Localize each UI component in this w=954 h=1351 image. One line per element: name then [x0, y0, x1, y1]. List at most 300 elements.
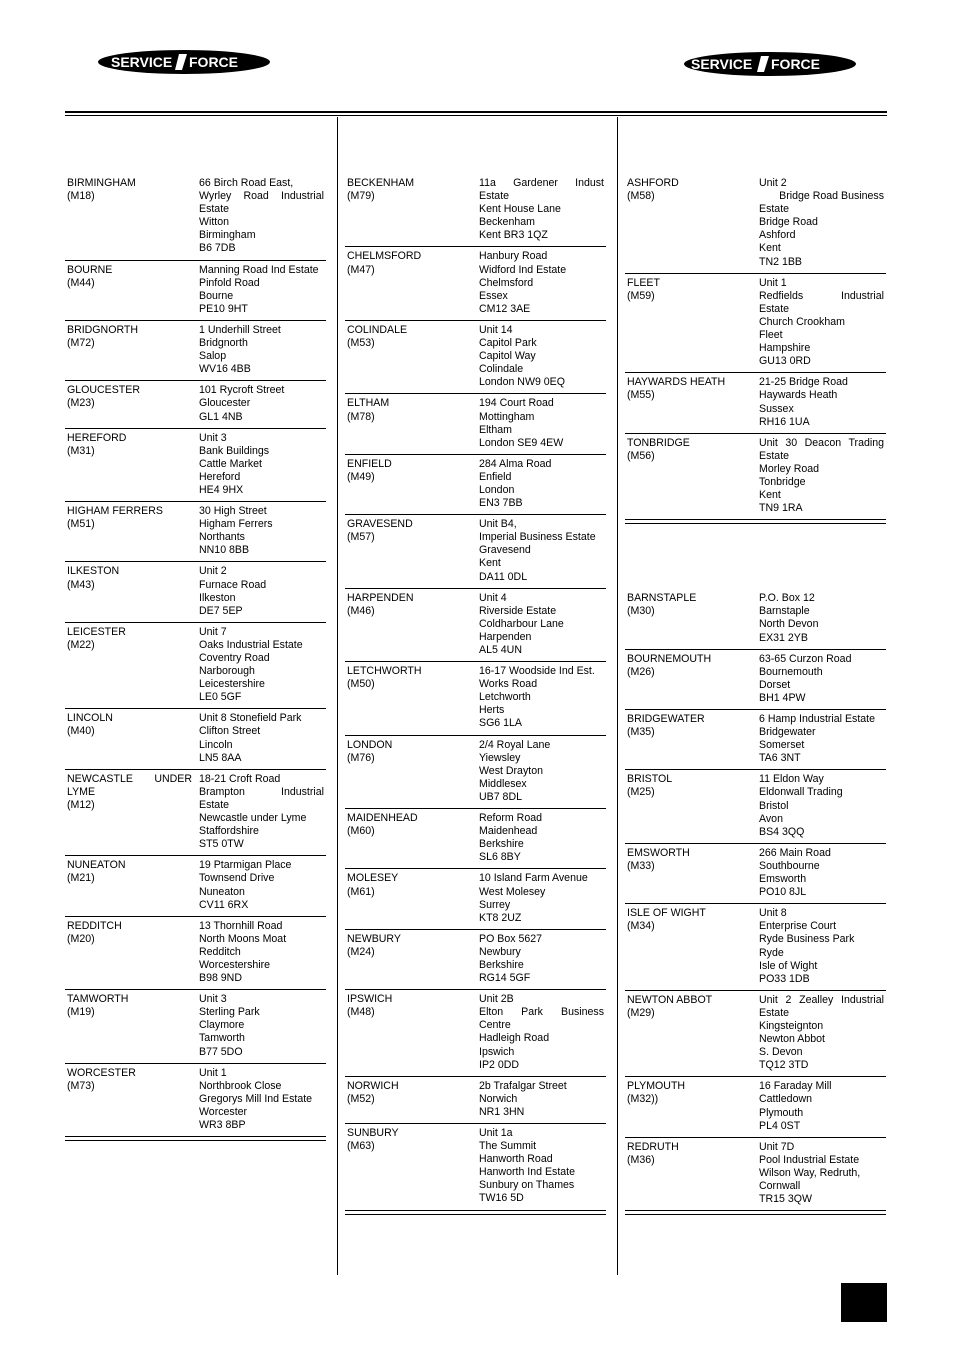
branch-town: HEREFORD: [67, 431, 127, 444]
address-line: Unit 3: [199, 993, 227, 1006]
branch-address: [479, 739, 604, 804]
branch-address: [759, 653, 884, 705]
logo-text-right: FORCE: [771, 56, 820, 72]
page-number-box: [841, 1283, 887, 1322]
address-line: Unit 1a: [479, 1127, 513, 1139]
address-line: Oaks Industrial Estate: [199, 638, 303, 651]
address-entry: [65, 562, 326, 622]
address-line: Gregorys Mill Ind Estate: [199, 1092, 313, 1105]
address-line: SG6 1LA: [479, 717, 522, 730]
column-divider: [337, 117, 338, 1275]
address-line: Cattledown: [759, 1093, 812, 1106]
branch-label: [67, 626, 192, 652]
branch-code: (M53): [347, 337, 375, 350]
address-line: Newton Abbot: [759, 1033, 825, 1046]
address-line: Unit 14: [479, 323, 513, 336]
address-entry: [625, 589, 886, 649]
section-gap: [625, 524, 886, 589]
address-line: London: [479, 483, 515, 496]
address-line: 19 Ptarmigan Place: [199, 859, 292, 872]
address-line: Witton: [199, 216, 230, 229]
branch-address: [199, 565, 324, 617]
address-line: PL4 0ST: [759, 1119, 801, 1132]
branch-code: (M26): [627, 665, 655, 678]
address-line: Gloucester: [199, 397, 251, 410]
address-line: West Molesey: [479, 885, 546, 898]
address-line: Sunbury on Thames: [479, 1179, 575, 1192]
address-line: RH16 1UA: [759, 415, 810, 428]
address-line: 21-25 Bridge Road: [759, 376, 848, 389]
address-entry: [625, 770, 886, 843]
address-line: Narborough: [199, 665, 255, 678]
address-line: LE0 5GF: [199, 691, 242, 704]
branch-code: (M36): [627, 1153, 655, 1166]
branch-town: MAIDENHEAD: [347, 812, 418, 825]
address-line: Mottingham: [479, 410, 535, 423]
branch-label: [347, 993, 472, 1019]
address-line: 11 Eldon Way: [759, 773, 824, 786]
address-line: Yiewsley: [479, 751, 521, 764]
address-line: Unit 30 Deacon Trading: [759, 436, 884, 449]
address-line: P.O. Box 12: [759, 592, 815, 605]
branch-town: LETCHWORTH: [347, 665, 422, 678]
address-line: Worcestershire: [199, 958, 271, 971]
address-line: Kent: [759, 242, 781, 255]
address-entry: [625, 1138, 886, 1211]
branch-address: [479, 592, 604, 657]
address-entry: [65, 623, 326, 710]
branch-code: (M48): [347, 1006, 375, 1019]
address-line: CM12 3AE: [479, 302, 531, 315]
branch-address: [759, 592, 884, 644]
branch-code: (M59): [627, 289, 655, 302]
address-line: Eldonwall Trading: [759, 786, 843, 799]
branch-label: [347, 250, 472, 276]
address-line: Berkshire: [479, 838, 524, 851]
branch-town: LEICESTER: [67, 625, 126, 638]
branch-address: [479, 872, 604, 924]
column-end-rule: [65, 1137, 326, 1141]
branch-address: [199, 859, 324, 911]
address-line: North Devon: [759, 618, 819, 631]
branch-town: BRISTOL: [627, 773, 673, 786]
branch-label: [627, 592, 752, 618]
branch-address: [199, 432, 324, 497]
branch-label: [627, 437, 752, 463]
address-entry: [625, 650, 886, 710]
address-line: Gravesend: [479, 544, 531, 557]
address-line: Hanbury Road: [479, 250, 548, 263]
address-line: Bourne: [199, 289, 234, 302]
address-line: Essex: [479, 289, 508, 302]
address-entry: [625, 844, 886, 904]
address-line: DA11 0DL: [479, 570, 528, 583]
branch-town: REDDITCH: [67, 919, 122, 932]
address-line: Newcastle under Lyme: [199, 812, 307, 825]
address-line: Higham Ferrers: [199, 518, 273, 531]
address-line: Salop: [199, 350, 227, 363]
branch-label: [347, 665, 472, 691]
branch-label: [627, 653, 752, 679]
address-line: Unit 2: [759, 177, 787, 189]
branch-code: (M73): [67, 1079, 95, 1092]
address-entry: [65, 917, 326, 990]
address-column-1: [65, 177, 326, 1141]
address-line: Sterling Park: [199, 1006, 260, 1019]
branch-town: LINCOLN: [67, 712, 113, 725]
branch-address: [479, 324, 604, 389]
address-line: LN5 8AA: [199, 751, 242, 764]
address-line: EN3 7BB: [479, 497, 523, 510]
branch-code: (M52): [347, 1092, 375, 1105]
branch-code: (M56): [627, 449, 655, 462]
address-line: TQ12 3TD: [759, 1059, 809, 1072]
address-line: Sussex: [759, 402, 794, 415]
address-line: CV11 6RX: [199, 898, 249, 911]
branch-label: [627, 177, 752, 203]
address-line: Estate: [759, 203, 790, 216]
branch-label: [627, 773, 752, 799]
address-entry: [625, 274, 886, 374]
address-line: Newbury: [479, 945, 521, 958]
address-line: AL5 4UN: [479, 644, 522, 656]
serviceforce-logo-left: [97, 49, 271, 75]
branch-address: [759, 773, 884, 838]
address-entry: [345, 515, 606, 588]
branch-address: [479, 812, 604, 864]
address-line: 13 Thornhill Road: [199, 919, 283, 932]
column-divider: [617, 117, 618, 1275]
address-line: Herts: [479, 704, 505, 717]
branch-label: [67, 712, 192, 738]
address-line: Letchworth: [479, 691, 531, 704]
address-line: BS4 3QQ: [759, 825, 805, 838]
address-entry: [345, 394, 606, 454]
address-entry: [625, 373, 886, 433]
address-line: 63-65 Curzon Road: [759, 652, 852, 665]
branch-label: [67, 773, 192, 812]
address-line: Unit 8: [759, 907, 787, 920]
address-line: 10 Island Farm Avenue: [479, 872, 588, 885]
branch-code: (M19): [67, 1006, 95, 1019]
branch-address: [759, 713, 884, 765]
branch-town: NORWICH: [347, 1079, 399, 1092]
address-line: Northants: [199, 531, 245, 544]
branch-code: (M79): [347, 190, 375, 203]
address-line: Kent: [479, 557, 501, 570]
address-line: Centre: [479, 1019, 511, 1032]
branch-label: [627, 994, 752, 1020]
address-line: Chelmsford: [479, 276, 534, 289]
branch-code: (M33): [627, 859, 655, 872]
address-line: Ashford: [759, 229, 796, 242]
address-line: KT8 2UZ: [479, 911, 522, 924]
address-line: 30 High Street: [199, 505, 267, 518]
branch-code: (M76): [347, 751, 375, 764]
branch-code: (M35): [627, 726, 655, 739]
branch-town: GLOUCESTER: [67, 384, 140, 397]
address-line: Riverside Estate: [479, 604, 557, 617]
address-line: 18-21 Croft Road: [199, 772, 281, 785]
address-line: Fleet: [759, 329, 783, 342]
address-line: B98 9ND: [199, 972, 242, 985]
address-line: Haywards Heath: [759, 389, 838, 402]
branch-label: [67, 324, 192, 350]
branch-address: [759, 437, 884, 516]
branch-label: [347, 397, 472, 423]
branch-address: [759, 994, 884, 1073]
branch-address: [479, 933, 604, 985]
address-line: WV16 4BB: [199, 363, 251, 376]
branch-town: REDRUTH: [627, 1140, 679, 1153]
branch-label: [67, 264, 192, 290]
address-line: Ryde: [759, 946, 784, 959]
address-entry: [65, 1064, 326, 1137]
serviceforce-logo-right: [683, 51, 857, 77]
branch-label: [347, 177, 472, 203]
address-line: Hanworth Road: [479, 1153, 553, 1166]
address-line: Bank Buildings: [199, 444, 270, 457]
address-line: Widford Ind Estate: [479, 263, 567, 276]
branch-town: BARNSTAPLE: [627, 592, 697, 605]
address-entry: [65, 990, 326, 1063]
address-line: 2/4 Royal Lane: [479, 738, 551, 751]
branch-label: [67, 920, 192, 946]
address-line: Plymouth: [759, 1106, 804, 1119]
branch-code: (M50): [347, 678, 375, 691]
address-line: UB7 8DL: [479, 790, 522, 803]
branch-address: [479, 458, 604, 510]
column-end-rule: [345, 1211, 606, 1215]
address-line: Somerset: [759, 739, 805, 752]
address-line: Clifton Street: [199, 725, 261, 738]
address-line: Dorset: [759, 678, 791, 691]
address-line: 266 Main Road: [759, 846, 831, 859]
branch-label: [67, 432, 192, 458]
address-entry: [65, 321, 326, 381]
address-line: Capitol Park: [479, 337, 537, 350]
address-entry: [625, 904, 886, 991]
address-line: Hereford: [199, 470, 241, 483]
address-entry: [345, 589, 606, 662]
address-line: 16 Faraday Mill: [759, 1080, 832, 1093]
address-entry: [65, 429, 326, 502]
address-line: Cattle Market: [199, 457, 262, 470]
address-line: Surrey: [479, 898, 511, 911]
address-line: The Summit: [479, 1140, 537, 1153]
branch-code: (M32)): [627, 1093, 659, 1106]
address-entry: [345, 321, 606, 394]
branch-code: (M29): [627, 1006, 655, 1019]
address-line: Birmingham: [199, 229, 256, 242]
branch-address: [199, 384, 324, 423]
address-line: Staffordshire: [199, 825, 259, 838]
branch-label: [347, 458, 472, 484]
branch-town: BRIDGEWATER: [627, 713, 705, 725]
branch-code: (M20): [67, 932, 95, 945]
address-entry: [65, 770, 326, 857]
address-line: Estate: [759, 302, 790, 315]
branch-label: [67, 859, 192, 885]
address-line: SL6 8BY: [479, 851, 521, 864]
address-line: Unit 7: [199, 625, 227, 638]
address-line: Isle of Wight: [759, 959, 818, 972]
address-line: London NW9 0EQ: [479, 376, 565, 389]
address-line: Hadleigh Road: [479, 1032, 550, 1045]
branch-code: (M34): [627, 920, 655, 933]
branch-code: (M78): [347, 410, 375, 423]
branch-town: PLYMOUTH: [627, 1080, 686, 1093]
branch-label: [347, 518, 472, 544]
address-line: Ipswich: [479, 1045, 515, 1058]
address-entry: [625, 434, 886, 521]
branch-address: [479, 665, 604, 730]
address-line: S. Devon: [759, 1046, 803, 1059]
address-line: Avon: [759, 812, 783, 825]
address-entry: [345, 809, 606, 869]
header-rule-thin: [65, 115, 887, 116]
address-line: Unit 3: [199, 431, 227, 444]
branch-town: BECKENHAM: [347, 177, 415, 189]
address-line: NN10 8BB: [199, 544, 250, 557]
address-line: Worcester: [199, 1105, 248, 1118]
address-line: Bristol: [759, 799, 789, 812]
branch-label: [67, 565, 192, 591]
branch-town: NEWCASTLE UNDER LYME: [67, 772, 192, 798]
branch-address: [479, 518, 604, 583]
branch-address: [759, 177, 884, 269]
branch-address: [199, 1067, 324, 1132]
address-line: London SE9 4EW: [479, 436, 564, 449]
address-line: BH1 4PW: [759, 691, 806, 704]
address-entry: [625, 710, 886, 770]
address-line: Harpenden: [479, 630, 532, 643]
branch-label: [347, 933, 472, 959]
branch-town: IPSWICH: [347, 993, 393, 1006]
branch-town: ILKESTON: [67, 565, 120, 578]
branch-town: HIGHAM FERRERS: [67, 505, 163, 518]
address-line: Kent: [759, 489, 781, 502]
branch-address: [759, 847, 884, 899]
address-line: Unit 1: [199, 1066, 227, 1079]
branch-label: [347, 324, 472, 350]
branch-town: HAYWARDS HEATH: [627, 376, 726, 389]
branch-code: (M63): [347, 1140, 375, 1153]
address-line: TN2 1BB: [759, 255, 802, 268]
branch-address: [479, 397, 604, 449]
branch-label: [347, 592, 472, 618]
branch-code: (M51): [67, 518, 95, 531]
address-entry: [65, 177, 326, 261]
address-column-2: [345, 177, 606, 1215]
address-line: Wyrley Road Industrial: [199, 190, 324, 203]
address-line: Barnstaple: [759, 605, 810, 618]
address-line: Estate: [759, 449, 790, 462]
address-line: Estate: [479, 190, 510, 203]
address-line: 11a Gardener Indust: [479, 177, 604, 189]
address-line: Morley Road: [759, 462, 820, 475]
address-line: Kent BR3 1QZ: [479, 229, 548, 242]
branch-label: [627, 907, 752, 933]
address-line: Emsworth: [759, 873, 807, 886]
address-line: Pool Industrial Estate: [759, 1153, 860, 1166]
branch-town: GRAVESEND: [347, 518, 413, 531]
address-entry: [65, 856, 326, 916]
address-line: Church Crookham: [759, 315, 845, 328]
branch-label: [67, 993, 192, 1019]
branch-town: NEWBURY: [347, 932, 401, 945]
address-entry: [345, 869, 606, 929]
logo-text-left: SERVICE: [111, 54, 173, 70]
address-entry: [65, 709, 326, 769]
address-line: PO10 8JL: [759, 886, 807, 899]
branch-address: [199, 712, 324, 764]
branch-code: (M57): [347, 531, 375, 544]
address-line: GL1 4NB: [199, 410, 243, 423]
address-line: B6 7DB: [199, 242, 236, 255]
branch-code: (M24): [347, 945, 375, 958]
branch-address: [199, 626, 324, 705]
address-line: B77 5DO: [199, 1045, 243, 1058]
address-line: 1 Underhill Street: [199, 323, 281, 336]
address-line: Hampshire: [759, 342, 811, 355]
address-entry: [625, 991, 886, 1078]
branch-address: [479, 1127, 604, 1206]
address-entry: [345, 930, 606, 990]
branch-code: (M58): [627, 190, 655, 203]
branch-town: ELTHAM: [347, 397, 390, 410]
address-line: Tonbridge: [759, 475, 806, 488]
address-line: Ilkeston: [199, 591, 236, 604]
address-line: TR15 3QW: [759, 1193, 812, 1206]
address-line: Kingsteignton: [759, 1019, 824, 1032]
branch-town: SUNBURY: [347, 1127, 399, 1139]
branch-label: [347, 1127, 472, 1153]
address-line: Furnace Road: [199, 578, 267, 591]
address-line: 194 Court Road: [479, 397, 554, 410]
address-line: 16-17 Woodside Ind Est.: [479, 665, 595, 678]
column-end-rule: [625, 1211, 886, 1215]
address-line: Bridgewater: [759, 726, 816, 739]
address-entry: [65, 261, 326, 321]
branch-label: [347, 812, 472, 838]
address-line: Tamworth: [199, 1032, 245, 1045]
branch-town: ISLE OF WIGHT: [627, 907, 706, 920]
address-line: Bournemouth: [759, 665, 823, 678]
branch-code: (M49): [347, 470, 375, 483]
address-line: Unit 2 Zealley Industrial: [759, 993, 884, 1006]
address-entry: [345, 736, 606, 809]
address-line: Beckenham: [479, 216, 535, 229]
address-entry: [345, 1124, 606, 1211]
address-line: 284 Alma Road: [479, 457, 552, 470]
address-line: Wilson Way, Redruth,: [759, 1166, 861, 1179]
branch-town: LONDON: [347, 738, 393, 751]
address-line: Brampton Industrial: [199, 785, 324, 798]
branch-label: [347, 872, 472, 898]
branch-code: (M46): [347, 604, 375, 617]
branch-address: [199, 920, 324, 985]
address-line: PE10 9HT: [199, 302, 248, 315]
branch-code: (M44): [67, 276, 95, 289]
address-line: Ryde Business Park: [759, 933, 855, 946]
address-line: ST5 0TW: [199, 838, 244, 851]
address-entry: [65, 502, 326, 562]
branch-code: (M55): [627, 389, 655, 402]
branch-code: (M18): [67, 190, 95, 203]
branch-address: [759, 277, 884, 369]
branch-address: [759, 376, 884, 428]
